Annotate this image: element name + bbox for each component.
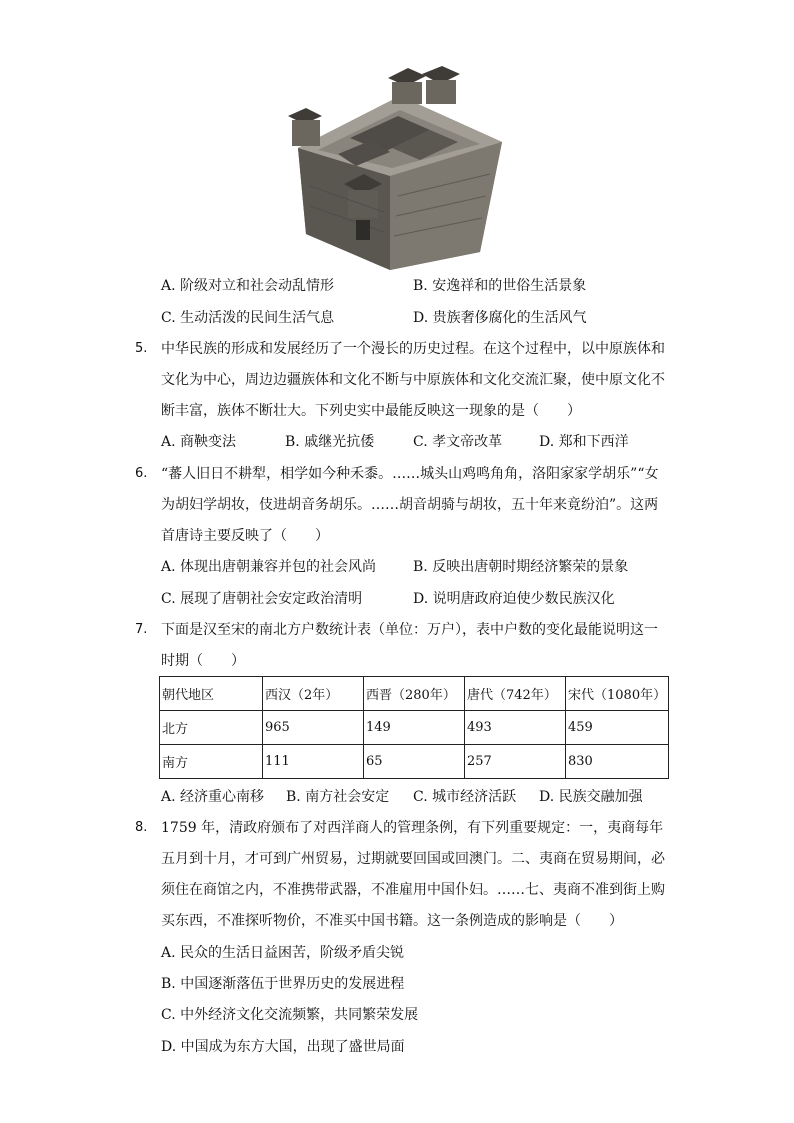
q7-option-d: D. 民族交融加强 bbox=[539, 789, 643, 805]
q8-stem-line-1: 1759 年，清政府颁布了对西洋商人的管理条例，有下列重要规定：一，夷商每年 bbox=[161, 820, 664, 836]
q7-option-c: C. 城市经济活跃 bbox=[413, 789, 517, 805]
table-cell: 111 bbox=[263, 745, 364, 779]
table-header-cell: 西晋（280年） bbox=[364, 677, 465, 711]
q8-option-b: B. 中国逐渐落伍于世界历史的发展进程 bbox=[161, 976, 405, 992]
q6-stem-line-2: 为胡妇学胡妆，伎进胡音务胡乐。……胡音胡骑与胡妆，五十年来竟纷泊”。这两 bbox=[161, 497, 659, 513]
table-row bbox=[160, 711, 669, 745]
q6-number: 6. bbox=[135, 466, 148, 481]
q5-option-a: A. 商鞅变法 bbox=[161, 434, 237, 450]
table-cell: 965 bbox=[263, 711, 364, 745]
q4-option-a: A. 阶级对立和社会动乱情形 bbox=[161, 278, 335, 294]
q6-option-a: A. 体现出唐朝兼容并包的社会风尚 bbox=[161, 559, 377, 575]
q8-option-c: C. 中外经济文化交流频繁，共同繁荣发展 bbox=[161, 1007, 419, 1023]
table-cell: 257 bbox=[465, 745, 566, 779]
q7-option-b: B. 南方社会安定 bbox=[286, 789, 390, 805]
household-statistics-table bbox=[159, 676, 669, 779]
q8-option-a: A. 民众的生活日益困苦，阶级矛盾尖锐 bbox=[161, 945, 405, 961]
q4-option-d: D. 贵族奢侈腐化的生活风气 bbox=[413, 310, 587, 326]
q7-stem-line-2: 时期（ ） bbox=[161, 653, 245, 669]
table-cell: 65 bbox=[364, 745, 465, 779]
q8-number: 8. bbox=[135, 820, 148, 835]
table-cell: 493 bbox=[465, 711, 566, 745]
q6-option-b: B. 反映出唐朝时期经济繁荣的景象 bbox=[413, 559, 629, 575]
q5-stem-line-3: 断丰富，族体不断壮大。下列史实中最能反映这一现象的是（ ） bbox=[161, 403, 581, 419]
q8-option-d: D. 中国成为东方大国，出现了盛世局面 bbox=[161, 1039, 405, 1055]
q8-stem-line-3: 须住在商馆之内，不准携带武器，不准雇用中国仆妇。……七、夷商不准到街上购 bbox=[161, 882, 665, 898]
table-cell: 北方 bbox=[160, 711, 263, 745]
table-cell: 149 bbox=[364, 711, 465, 745]
table-header-cell: 西汉（2年） bbox=[263, 677, 364, 711]
q8-stem-line-4: 买东西，不准探听物价，不准买中国书籍。这一条例造成的影响是（ ） bbox=[161, 913, 623, 929]
q7-number: 7. bbox=[135, 622, 148, 637]
q5-option-d: D. 郑和下西洋 bbox=[539, 434, 629, 450]
q5-stem-line-2: 文化为中心，周边边疆族体和文化不断与中原族体和文化交流汇聚，使中原文化不 bbox=[161, 372, 665, 388]
q5-stem-line-1: 中华民族的形成和发展经历了一个漫长的历史过程。在这个过程中，以中原族体和 bbox=[161, 341, 665, 357]
q6-stem-line-1: “蕃人旧日不耕犁，相学如今种禾黍。……城头山鸡鸣角角，洛阳家家学胡乐”“女 bbox=[161, 466, 659, 482]
q7-option-a: A. 经济重心南移 bbox=[161, 789, 265, 805]
q6-option-d: D. 说明唐政府迫使少数民族汉化 bbox=[413, 591, 615, 607]
table-cell: 830 bbox=[566, 745, 669, 779]
table-row bbox=[160, 745, 669, 779]
q4-option-b: B. 安逸祥和的世俗生活景象 bbox=[413, 278, 587, 294]
q6-stem-line-3: 首唐诗主要反映了（ ） bbox=[161, 528, 329, 544]
table-header-cell: 朝代地区 bbox=[160, 677, 263, 711]
q6-option-c: C. 展现了唐朝社会安定政治清明 bbox=[161, 591, 363, 607]
table-header-row bbox=[160, 677, 669, 711]
q5-number: 5. bbox=[135, 341, 148, 356]
fortified-manor-model-image bbox=[280, 56, 512, 270]
q5-option-c: C. 孝文帝改革 bbox=[413, 434, 503, 450]
table-cell: 南方 bbox=[160, 745, 263, 779]
table-header-cell: 宋代（1080年） bbox=[566, 677, 669, 711]
table-cell: 459 bbox=[566, 711, 669, 745]
q8-stem-line-2: 五月到十月，才可到广州贸易，过期就要回国或回澳门。二、夷商在贸易期间，必 bbox=[161, 851, 665, 867]
table-header-cell: 唐代（742年） bbox=[465, 677, 566, 711]
q4-option-c: C. 生动活泼的民间生活气息 bbox=[161, 310, 335, 326]
q7-stem-line-1: 下面是汉至宋的南北方户数统计表（单位：万户），表中户数的变化最能说明这一 bbox=[161, 622, 658, 638]
q5-option-b: B. 戚继光抗倭 bbox=[285, 434, 375, 450]
